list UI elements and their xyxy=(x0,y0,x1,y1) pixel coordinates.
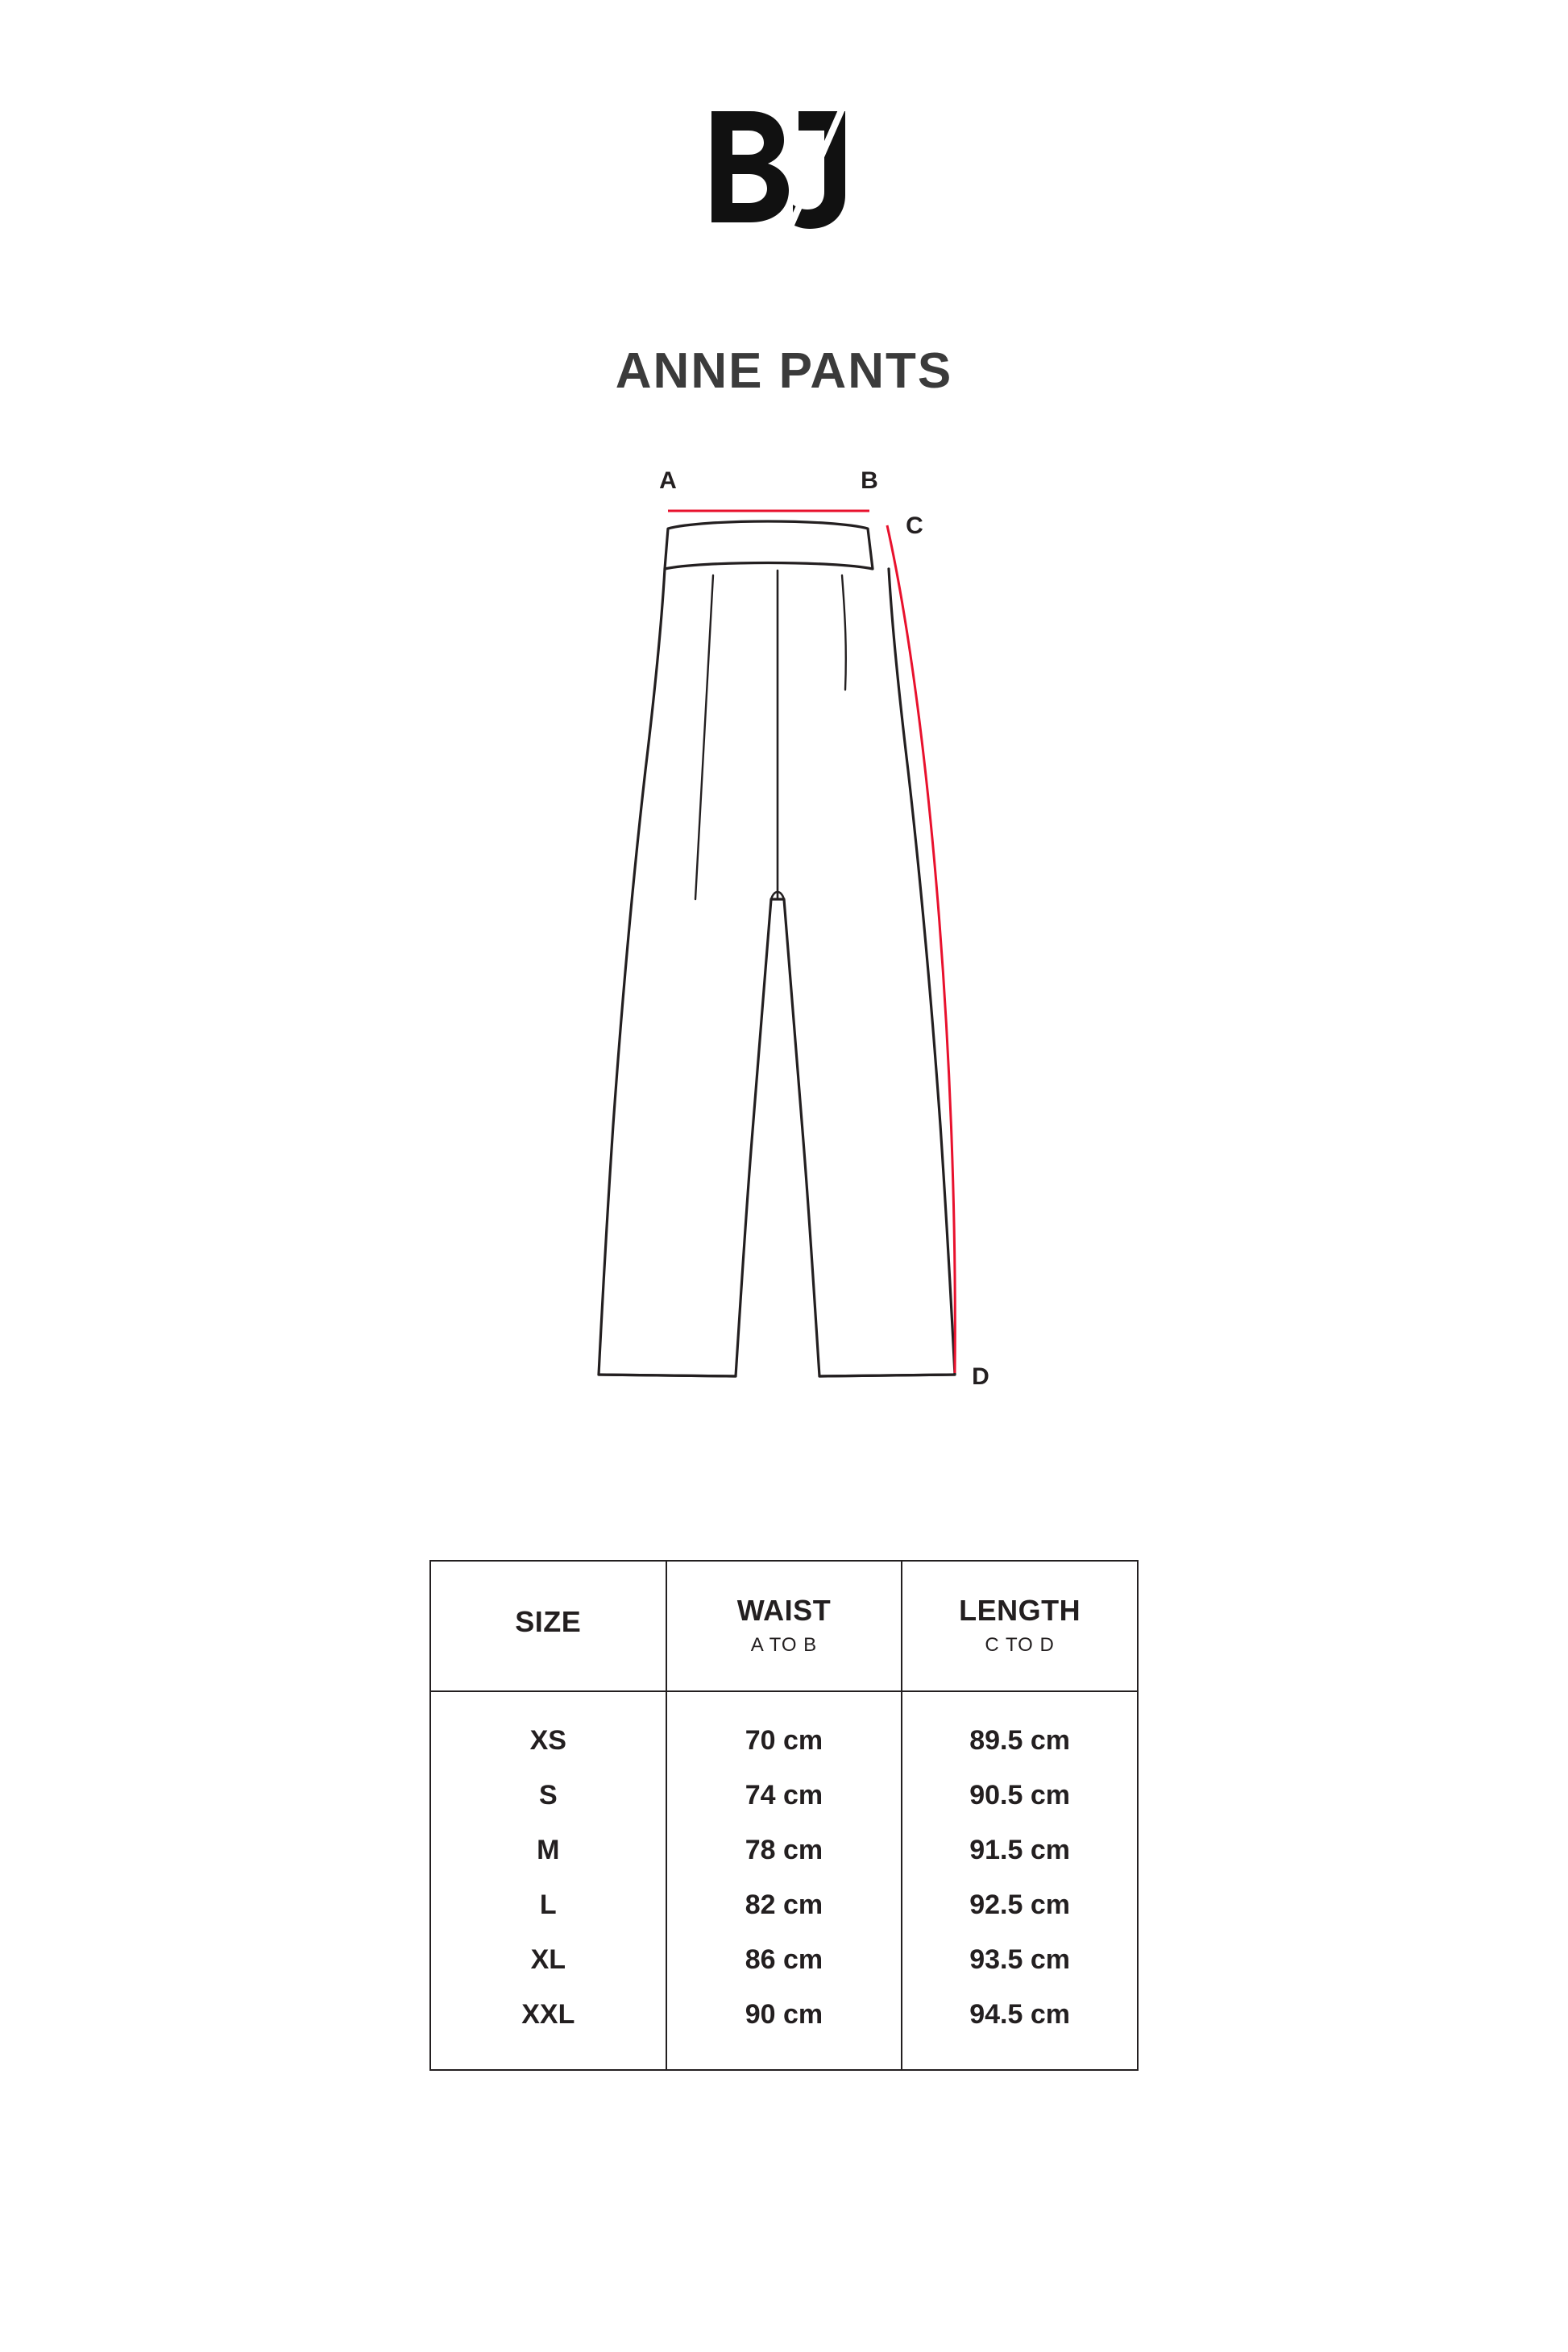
cell-waist: 86 cm xyxy=(666,1932,902,1987)
marker-label-a: A xyxy=(659,467,677,494)
bj-monogram-logo-icon xyxy=(703,105,865,246)
column-header-waist-sub: A TO B xyxy=(750,1634,818,1656)
size-table xyxy=(429,1560,1139,2071)
cell-length: 90.5 cm xyxy=(902,1768,1138,1823)
column-header-size xyxy=(430,1561,666,1691)
column-header-length xyxy=(902,1561,1138,1691)
cell-size: XS xyxy=(430,1691,666,1768)
cell-waist: 74 cm xyxy=(666,1768,902,1823)
marker-label-c: C xyxy=(906,512,923,539)
brand-logo xyxy=(703,105,865,246)
column-header-length-sub: C TO D xyxy=(985,1634,1055,1656)
cell-size: L xyxy=(430,1877,666,1932)
pants-illustration-svg xyxy=(220,448,1348,1528)
size-table-body xyxy=(430,1691,1138,2070)
cell-size: XL xyxy=(430,1932,666,1987)
size-table-wrapper xyxy=(429,1560,1139,2071)
cell-waist: 70 cm xyxy=(666,1691,902,1768)
table-row xyxy=(430,1877,1138,1932)
marker-label-b: B xyxy=(861,467,878,494)
cell-waist: 78 cm xyxy=(666,1823,902,1877)
size-table-head xyxy=(430,1561,1138,1691)
column-header-waist xyxy=(666,1561,902,1691)
cell-length: 94.5 cm xyxy=(902,1987,1138,2070)
page-title: ANNE PANTS xyxy=(615,343,953,399)
cell-size: XXL xyxy=(430,1987,666,2070)
pants-technical-drawing xyxy=(220,448,1348,1528)
table-row xyxy=(430,1768,1138,1823)
table-row xyxy=(430,1987,1138,2070)
cell-length: 92.5 cm xyxy=(902,1877,1138,1932)
table-header-row xyxy=(430,1561,1138,1691)
cell-length: 89.5 cm xyxy=(902,1691,1138,1768)
marker-label-d: D xyxy=(972,1363,989,1390)
column-header-length-main: LENGTH xyxy=(959,1594,1081,1627)
table-row xyxy=(430,1932,1138,1987)
cell-waist: 82 cm xyxy=(666,1877,902,1932)
column-header-size-main: SIZE xyxy=(515,1605,582,1638)
table-row xyxy=(430,1691,1138,1768)
cell-size: M xyxy=(430,1823,666,1877)
column-header-waist-main: WAIST xyxy=(736,1594,832,1627)
cell-length: 93.5 cm xyxy=(902,1932,1138,1987)
cell-size: S xyxy=(430,1768,666,1823)
cell-length: 91.5 cm xyxy=(902,1823,1138,1877)
cell-waist: 90 cm xyxy=(666,1987,902,2070)
table-row xyxy=(430,1823,1138,1877)
